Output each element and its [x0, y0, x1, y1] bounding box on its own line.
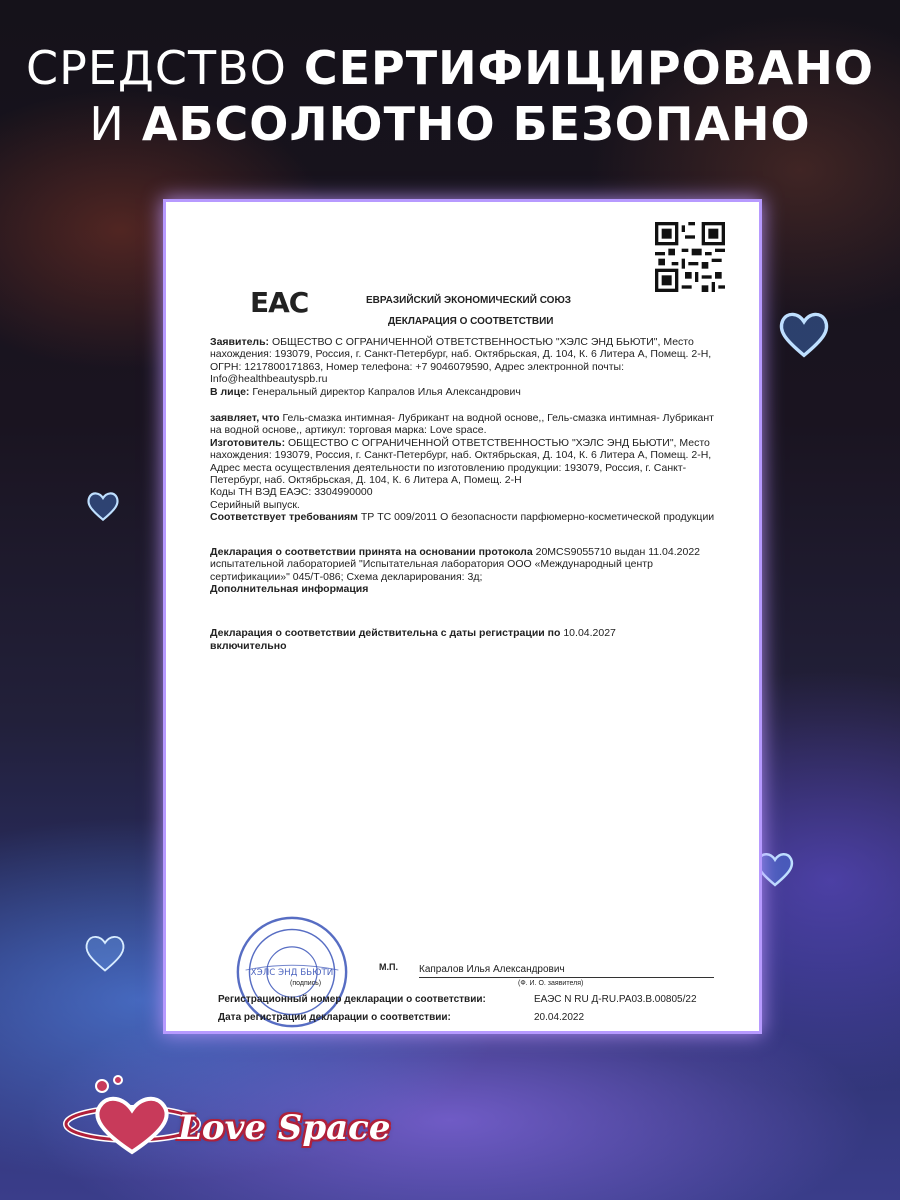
valid-label: Декларация о соответствии действительна с даты регистрации по: [210, 627, 561, 640]
basis-text: 20MCS9055710 выдан 11.04.2022 испытательной лабораторией "Испытательная лаборатория ООО «Международный центр сертификации»" 045/Т-086; Схема декларирования: 3д;: [210, 545, 701, 583]
stamp-text: ХЭЛС ЭНД БЬЮТИ: [250, 967, 334, 978]
eac-mark: EAC: [250, 286, 309, 319]
headline-word-bold: СЕРТИФИЦИРОВАНО: [303, 41, 874, 95]
basis-label: Декларация о соответствии принята на основании протокола: [210, 545, 533, 558]
seal-place-label: М.П.: [379, 962, 398, 972]
manufacturer-label: Изготовитель:: [210, 436, 286, 449]
fio-caption: (Ф. И. О. заявителя): [518, 980, 584, 987]
codes-text: Коды ТН ВЭД ЕАЭС: 3304990000: [210, 486, 373, 499]
signature-caption: (подпись): [290, 980, 322, 987]
declares-text: Гель-смазка интимная- Лубрикант на водной основе,, Гель-смазка интимная- Лубрикант на водной основе,, артикул: торговая марка: Love space.: [210, 412, 714, 437]
reg-date-label: Дата регистрации декларации о соответствии:: [218, 1012, 451, 1023]
document-body: [210, 336, 720, 652]
reg-date-value: 20.04.2022: [534, 1012, 585, 1023]
headline: [0, 40, 900, 152]
heart-icon: [84, 488, 122, 524]
valid-date: 10.04.2027: [563, 627, 616, 640]
heart-icon: [754, 846, 796, 892]
brand-name: Love Space: [178, 1108, 391, 1148]
signature-line: [419, 977, 714, 978]
reg-number-label: Регистрационный номер декларации о соответствии:: [218, 994, 486, 1005]
signer-name: Капралов Илья Александрович: [419, 964, 565, 975]
heart-icon: [776, 306, 832, 362]
serial-text: Серийный выпуск.: [210, 498, 300, 511]
applicant-text: ОБЩЕСТВО С ОГРАНИЧЕННОЙ ОТВЕТСТВЕННОСТЬЮ "ХЭЛС ЭНД БЬЮТИ", Место нахождения: 193079, Россия, г. Санкт-Петербург, наб. Октябрьская, Д. 104, К. 6 Литера А, Помещ. 2-Н, ОГРН: 1217800171863, Номер телефона: +7 9046079590, Адрес электронной почты: Info@healthbeautyspb.ru: [210, 336, 712, 386]
headline-word-light: СРЕДСТВО: [25, 41, 287, 95]
manufacturer-text: ОБЩЕСТВО С ОГРАНИЧЕННОЙ ОТВЕТСТВЕННОСТЬЮ "ХЭЛС ЭНД БЬЮТИ", Место нахождения: 193079, Россия, г. Санкт-Петербург, наб. Октябрьская, Д. 104, К. 6 Литера А, Помещ. 2-Н, Адрес места осуществления деятельности по изготовлению продукции: 193079, Россия, г. Санкт-Петербург, наб. Октябрьская, Д. 104, К. 6 Литера А, Помещ. 2-Н: [210, 436, 712, 487]
additional-label: Дополнительная информация: [210, 582, 369, 595]
qr-code-icon: [655, 222, 725, 292]
union-title: ЕВРАЗИЙСКИЙ ЭКОНОМИЧЕСКИЙ СОЮЗ: [366, 295, 572, 306]
person-text: Генеральный директор Капралов Илья Александрович: [252, 385, 521, 398]
declaration-document: [166, 202, 759, 1031]
heart-icon: [80, 930, 130, 976]
conforms-label: Соответствует требованиям: [210, 511, 358, 524]
person-label: В лице:: [210, 385, 250, 398]
headline-word-bold-2: АБСОЛЮТНО БЕЗОПАНО: [141, 97, 811, 152]
document-title: ДЕКЛАРАЦИЯ О СООТВЕТСТВИИ: [388, 316, 554, 327]
conforms-text: ТР ТС 009/2011 О безопасности парфюмерно-косметической продукции: [360, 511, 715, 524]
applicant-label: Заявитель:: [210, 336, 270, 348]
reg-number-value: ЕАЭС N RU Д-RU.PA03.B.00805/22: [534, 994, 697, 1005]
headline-word-light-2: И: [89, 97, 125, 152]
declares-label: заявляет, что: [210, 412, 280, 425]
valid-tail: включительно: [210, 639, 287, 652]
